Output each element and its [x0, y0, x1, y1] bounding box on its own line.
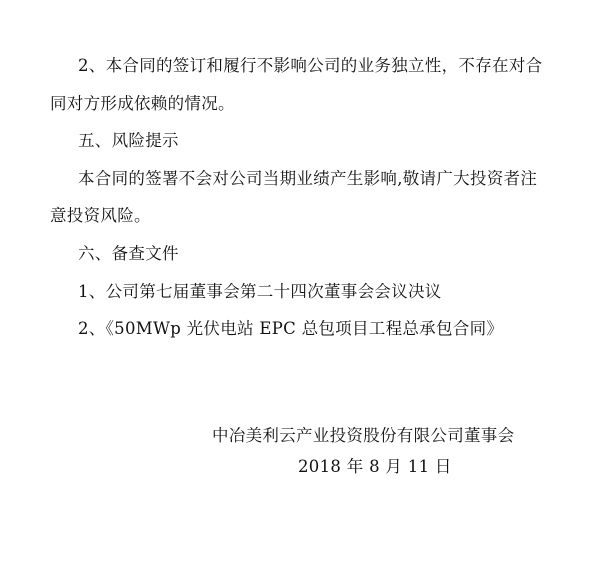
- section-6-item-1: 1、公司第七届董事会第二十四次董事会会议决议: [78, 282, 442, 301]
- section-5-heading: 五、风险提示: [78, 131, 179, 150]
- section-6-item-2: 2、《50MWp 光伏电站 EPC 总包项目工程总承包合同》: [78, 319, 504, 338]
- section-5-line-2: 意投资风险。: [50, 206, 151, 225]
- clause-2-line-2: 同对方形成依赖的情况。: [50, 94, 235, 113]
- section-5-line-1: 本合同的签署不会对公司当期业绩产生影响,敬请广大投资者注: [78, 169, 538, 188]
- signature-date: 2018 年 8 月 11 日: [298, 457, 452, 476]
- signature-organization: 中冶美利云产业投资股份有限公司董事会: [212, 426, 515, 445]
- section-6-heading: 六、备查文件: [78, 244, 179, 263]
- clause-2-line-1: 2、本合同的签订和履行不影响公司的业务独立性，不存在对合: [78, 56, 543, 75]
